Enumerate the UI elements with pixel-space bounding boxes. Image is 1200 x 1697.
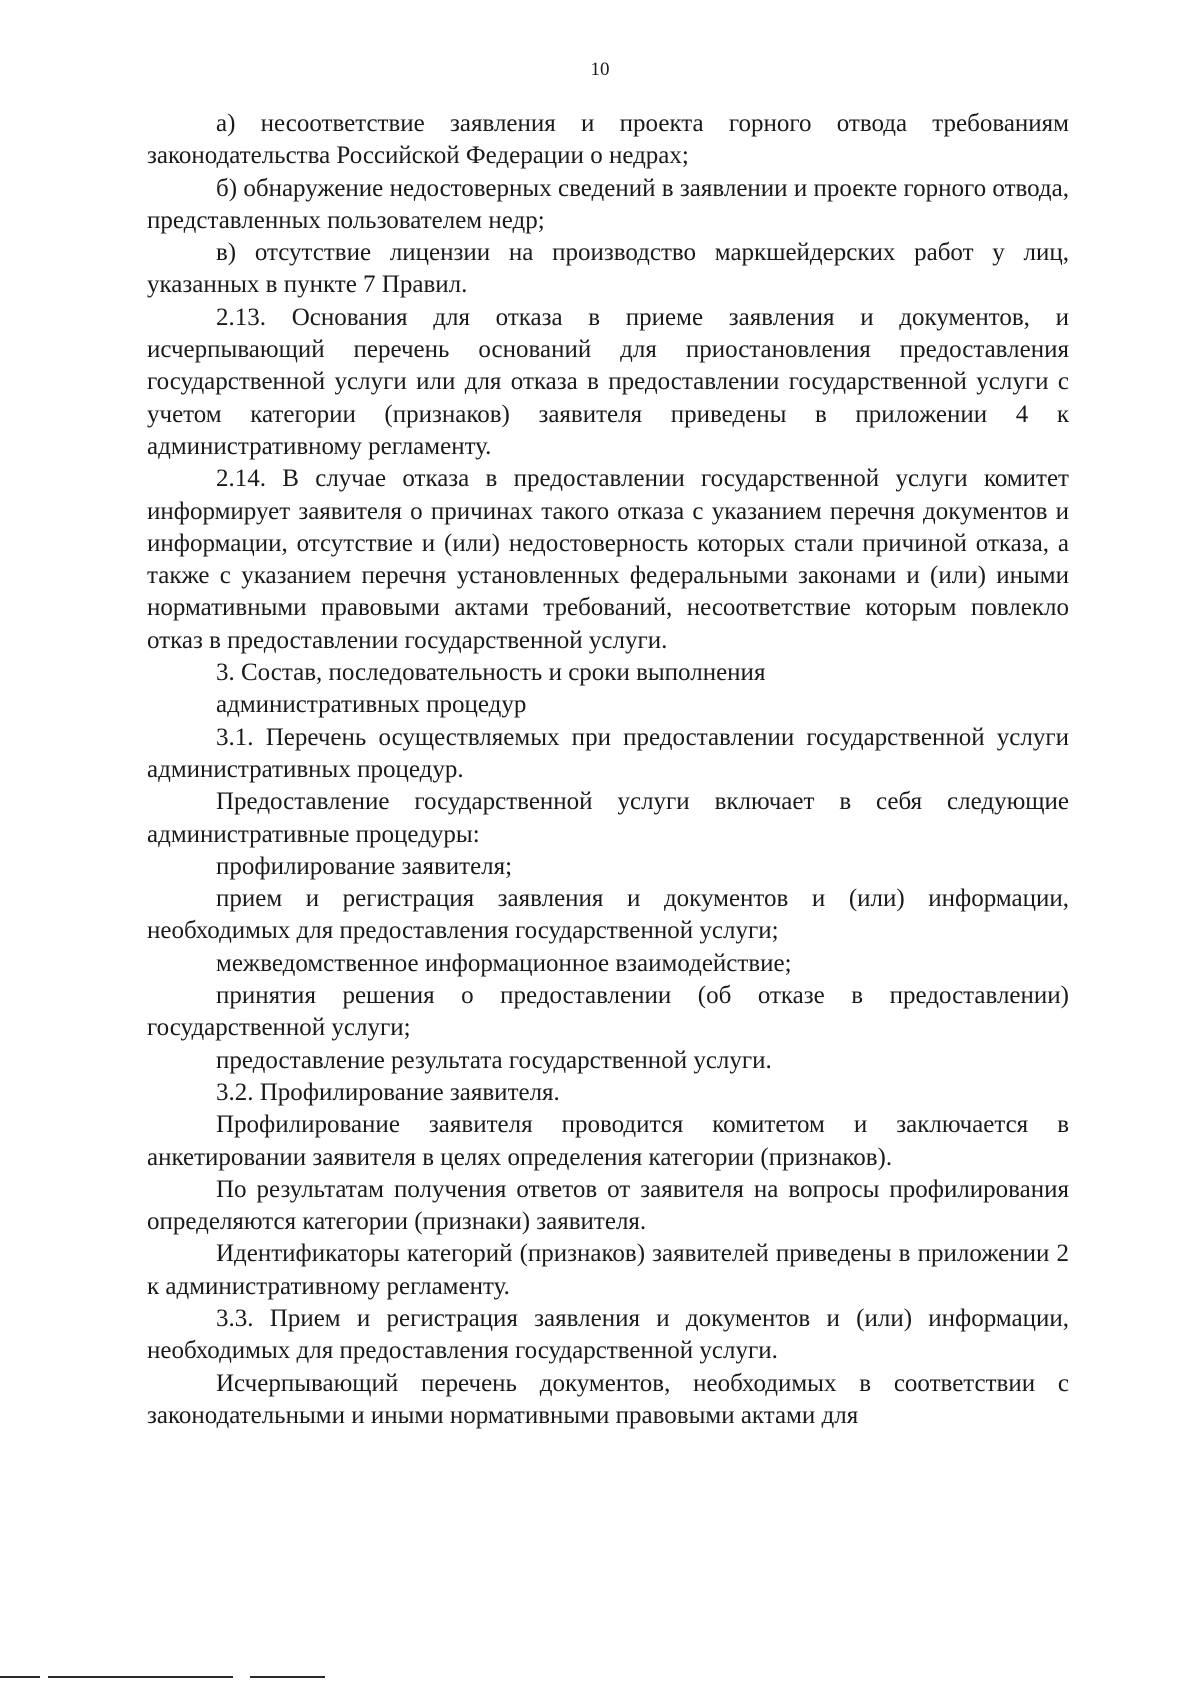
paragraph-item-a: а) несоответствие заявления и проекта горного отвода требованиям законодательства Российской Федерации о недрах; — [147, 110, 1069, 170]
section-heading-line-2: административных процедур — [216, 691, 527, 719]
document-body — [147, 108, 1069, 1432]
list-item-result: предоставление результата государственной услуги. — [216, 1046, 772, 1074]
scan-edge-line — [48, 1676, 233, 1678]
paragraph-document-list: Исчерпывающий перечень документов, необходимых в соответствии с законодательными и иными нормативными правовыми актами для — [147, 1369, 1069, 1429]
paragraph-clause-3-3: 3.3. Прием и регистрация заявления и документов и (или) информации, необходимых для предоставления государственной услуги. — [147, 1304, 1069, 1365]
list-item-profiling: профилирование заявителя; — [216, 852, 513, 880]
paragraph-item-c: в) отсутствие лицензии на производство маркшейдерских работ у лиц, указанных в пункте 7 Правил. — [147, 239, 1069, 299]
paragraph-clause-2-14: 2.14. В случае отказа в предоставлении государственной услуги комитет информирует заявителя о причинах такого отказа с указанием перечня документов и информации, отсутствие и (или) недостоверность которых стали причиной отказа, а также с указанием перечня установленных федеральными законами и (или) иными нормативными правовыми актами требований, несоответствие которым повлекло отказ в предоставлении государственной услуги. — [147, 465, 1069, 654]
page-number: 10 — [590, 59, 610, 80]
section-heading — [147, 657, 1069, 722]
scan-edge-line — [0, 1676, 40, 1678]
list-item-decision: принятия решения о предоставлении (об отказе в предоставлении) государственной услуги; — [147, 982, 1069, 1042]
list-item-reception: прием и регистрация заявления и документов и (или) информации, необходимых для предоставления государственной услуги; — [147, 885, 1069, 945]
paragraph-profiling-method: Профилирование заявителя проводится комитетом и заключается в анкетировании заявителя в целях определения категории (признаков). — [147, 1111, 1069, 1171]
paragraph-procedures-intro: Предоставление государственной услуги включает в себя следующие административные процедуры: — [147, 788, 1069, 848]
paragraph-clause-3-2: 3.2. Профилирование заявителя. — [216, 1078, 560, 1106]
list-item-interagency: межведомственное информационное взаимодействие; — [216, 949, 792, 977]
paragraph-clause-3-1: 3.1. Перечень осуществляемых при предоставлении государственной услуги административных процедур. — [147, 723, 1069, 783]
scan-edge-line — [250, 1676, 325, 1678]
paragraph-clause-2-13: 2.13. Основания для отказа в приеме заявления и документов, и исчерпывающий перечень оснований для приостановления предоставления государственной услуги или для отказа в предоставлении государственной услуги с учетом категории (признаков) заявителя приведены в приложении 4 к административному регламенту. — [147, 303, 1069, 460]
paragraph-category-identifiers: Идентификаторы категорий (признаков) заявителей приведены в приложении 2 к административному регламенту. — [147, 1240, 1069, 1300]
paragraph-profiling-results: По результатам получения ответов от заявителя на вопросы профилирования определяются категории (признаки) заявителя. — [147, 1175, 1069, 1236]
section-heading-line-1: 3. Состав, последовательность и сроки выполнения — [216, 659, 766, 687]
paragraph-item-b: б) обнаружение недостоверных сведений в заявлении и проекте горного отвода, представленных пользователем недр; — [147, 174, 1069, 234]
